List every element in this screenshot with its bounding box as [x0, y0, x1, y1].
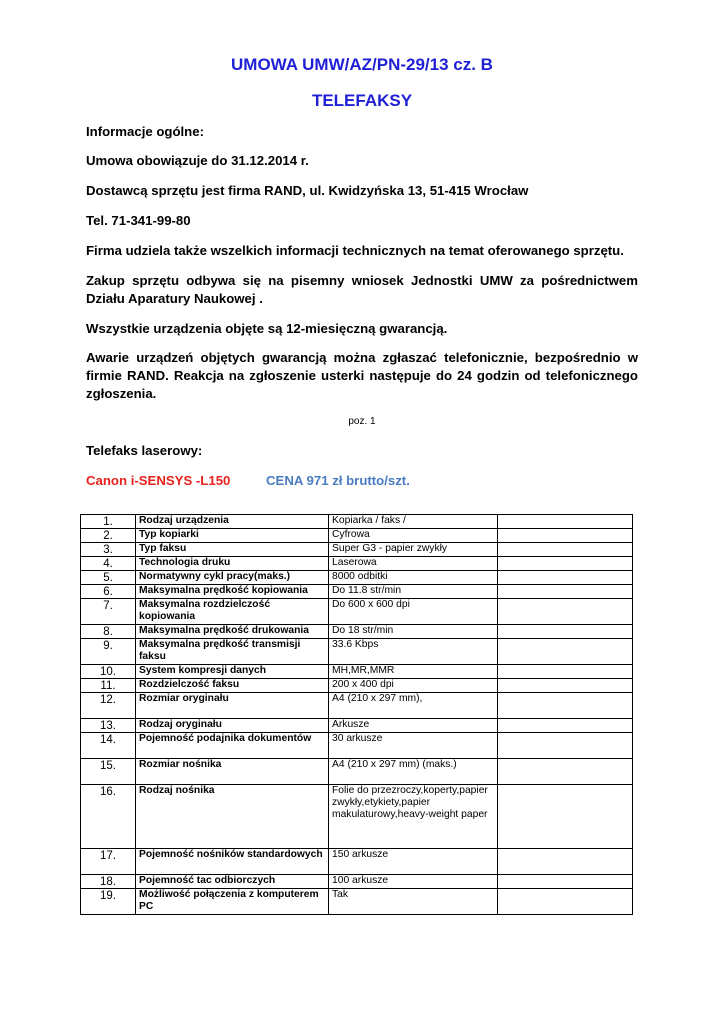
- spec-label: Normatywny cykl pracy(maks.): [136, 571, 329, 585]
- row-number: 19.: [81, 889, 136, 915]
- spec-empty-cell: [498, 665, 633, 679]
- model-name: Canon i-SENSYS -L150: [86, 473, 231, 488]
- spec-label: Rozmiar nośnika: [136, 759, 329, 785]
- spec-value: Folie do przezroczy,koperty,papier zwykły,etykiety,papier makulaturowy,heavy-weight paper: [329, 785, 498, 849]
- table-row: [81, 599, 633, 625]
- spec-empty-cell: [498, 543, 633, 557]
- table-row: [81, 665, 633, 679]
- purchase-text: Zakup sprzętu odbywa się na pisemny wniosek Jednostki UMW za pośrednictwem Działu Aparatury Naukowej .: [86, 273, 638, 306]
- row-number: 9.: [81, 639, 136, 665]
- row-number: 7.: [81, 599, 136, 625]
- spec-value: Cyfrowa: [329, 529, 498, 543]
- spec-empty-cell: [498, 599, 633, 625]
- spec-empty-cell: [498, 571, 633, 585]
- spec-value: Tak: [329, 889, 498, 915]
- table-row: [81, 639, 633, 665]
- table-row: [81, 733, 633, 759]
- row-number: 3.: [81, 543, 136, 557]
- spec-empty-cell: [498, 639, 633, 665]
- spec-label: Pojemność nośników standardowych: [136, 849, 329, 875]
- spec-empty-cell: [498, 585, 633, 599]
- spec-value: 33.6 Kbps: [329, 639, 498, 665]
- spec-value: Do 600 x 600 dpi: [329, 599, 498, 625]
- table-row: [81, 759, 633, 785]
- spec-label: Rodzaj oryginału: [136, 719, 329, 733]
- document-subtitle: TELEFAKSY: [311, 91, 413, 110]
- spec-value: 30 arkusze: [329, 733, 498, 759]
- row-number: 17.: [81, 849, 136, 875]
- row-number: 5.: [81, 571, 136, 585]
- table-row: [81, 693, 633, 719]
- section-title: Telefaks laserowy:: [86, 443, 203, 458]
- spec-value: Kopiarka / faks /: [329, 515, 498, 529]
- spec-empty-cell: [498, 557, 633, 571]
- spec-value: A4 (210 x 297 mm) (maks.): [329, 759, 498, 785]
- spec-value: Super G3 - papier zwykły: [329, 543, 498, 557]
- table-row: [81, 625, 633, 639]
- row-number: 15.: [81, 759, 136, 785]
- row-number: 6.: [81, 585, 136, 599]
- spec-value: 100 arkusze: [329, 875, 498, 889]
- table-row: [81, 529, 633, 543]
- position-number: poz. 1: [348, 416, 376, 427]
- warranty-text: Wszystkie urządzenia objęte są 12-miesięczną gwarancją.: [86, 321, 448, 336]
- row-number: 16.: [81, 785, 136, 849]
- row-number: 18.: [81, 875, 136, 889]
- spec-empty-cell: [498, 693, 633, 719]
- table-row: [81, 515, 633, 529]
- row-number: 14.: [81, 733, 136, 759]
- spec-empty-cell: [498, 849, 633, 875]
- row-number: 4.: [81, 557, 136, 571]
- supplier-text: Dostawcą sprzętu jest firma RAND, ul. Kwidzyńska 13, 51-415 Wrocław: [86, 183, 529, 198]
- service-text: Awarie urządzeń objętych gwarancją można zgłaszać telefonicznie, bezpośrednio w firmie RAND. Reakcja na zgłoszenie usterki następuje do 24 godzin od telefonicznego zgłoszenia.: [86, 350, 638, 401]
- spec-label: Maksymalna prędkość kopiowania: [136, 585, 329, 599]
- spec-label: Pojemność tac odbiorczych: [136, 875, 329, 889]
- spec-label: Możliwość połączenia z komputerem PC: [136, 889, 329, 915]
- table-row: [81, 585, 633, 599]
- spec-label: Technologia druku: [136, 557, 329, 571]
- spec-empty-cell: [498, 529, 633, 543]
- spec-value: Do 18 str/min: [329, 625, 498, 639]
- row-number: 13.: [81, 719, 136, 733]
- spec-label: Rodzaj urządzenia: [136, 515, 329, 529]
- row-number: 10.: [81, 665, 136, 679]
- spec-empty-cell: [498, 785, 633, 849]
- spec-label: Rodzaj nośnika: [136, 785, 329, 849]
- spec-empty-cell: [498, 759, 633, 785]
- spec-value: A4 (210 x 297 mm),: [329, 693, 498, 719]
- spec-value: Do 11.8 str/min: [329, 585, 498, 599]
- table-row: [81, 875, 633, 889]
- phone-text: Tel. 71-341-99-80: [86, 213, 191, 228]
- spec-label: Pojemność podajnika dokumentów: [136, 733, 329, 759]
- spec-empty-cell: [498, 875, 633, 889]
- document-title: UMOWA UMW/AZ/PN-29/13 cz. B: [231, 55, 493, 74]
- spec-label: Maksymalna rozdzielczość kopiowania: [136, 599, 329, 625]
- spec-value: 150 arkusze: [329, 849, 498, 875]
- spec-empty-cell: [498, 515, 633, 529]
- spec-empty-cell: [498, 733, 633, 759]
- spec-empty-cell: [498, 889, 633, 915]
- spec-label: Typ kopiarki: [136, 529, 329, 543]
- table-row: [81, 849, 633, 875]
- table-row: [81, 719, 633, 733]
- model-price: CENA 971 zł brutto/szt.: [266, 473, 410, 488]
- spec-value: MH,MR,MMR: [329, 665, 498, 679]
- table-row: [81, 785, 633, 849]
- spec-label: System kompresji danych: [136, 665, 329, 679]
- table-row: [81, 679, 633, 693]
- row-number: 1.: [81, 515, 136, 529]
- info-header: Informacje ogólne:: [86, 124, 204, 139]
- row-number: 2.: [81, 529, 136, 543]
- spec-label: Rozdzielczość faksu: [136, 679, 329, 693]
- spec-label: Rozmiar oryginału: [136, 693, 329, 719]
- spec-table: [80, 514, 633, 915]
- spec-value: Laserowa: [329, 557, 498, 571]
- valid-until-text: Umowa obowiązuje do 31.12.2014 r.: [86, 153, 309, 168]
- spec-label: Maksymalna prędkość drukowania: [136, 625, 329, 639]
- row-number: 11.: [81, 679, 136, 693]
- spec-empty-cell: [498, 679, 633, 693]
- spec-label: Maksymalna prędkość transmisji faksu: [136, 639, 329, 665]
- spec-label: Typ faksu: [136, 543, 329, 557]
- spec-value: Arkusze: [329, 719, 498, 733]
- table-row: [81, 571, 633, 585]
- row-number: 8.: [81, 625, 136, 639]
- spec-empty-cell: [498, 719, 633, 733]
- table-row: [81, 557, 633, 571]
- spec-value: 200 x 400 dpi: [329, 679, 498, 693]
- spec-empty-cell: [498, 625, 633, 639]
- spec-value: 8000 odbitki: [329, 571, 498, 585]
- table-row: [81, 543, 633, 557]
- table-row: [81, 889, 633, 915]
- tech-info-text: Firma udziela także wszelkich informacji technicznych na temat oferowanego sprzętu.: [86, 243, 624, 258]
- row-number: 12.: [81, 693, 136, 719]
